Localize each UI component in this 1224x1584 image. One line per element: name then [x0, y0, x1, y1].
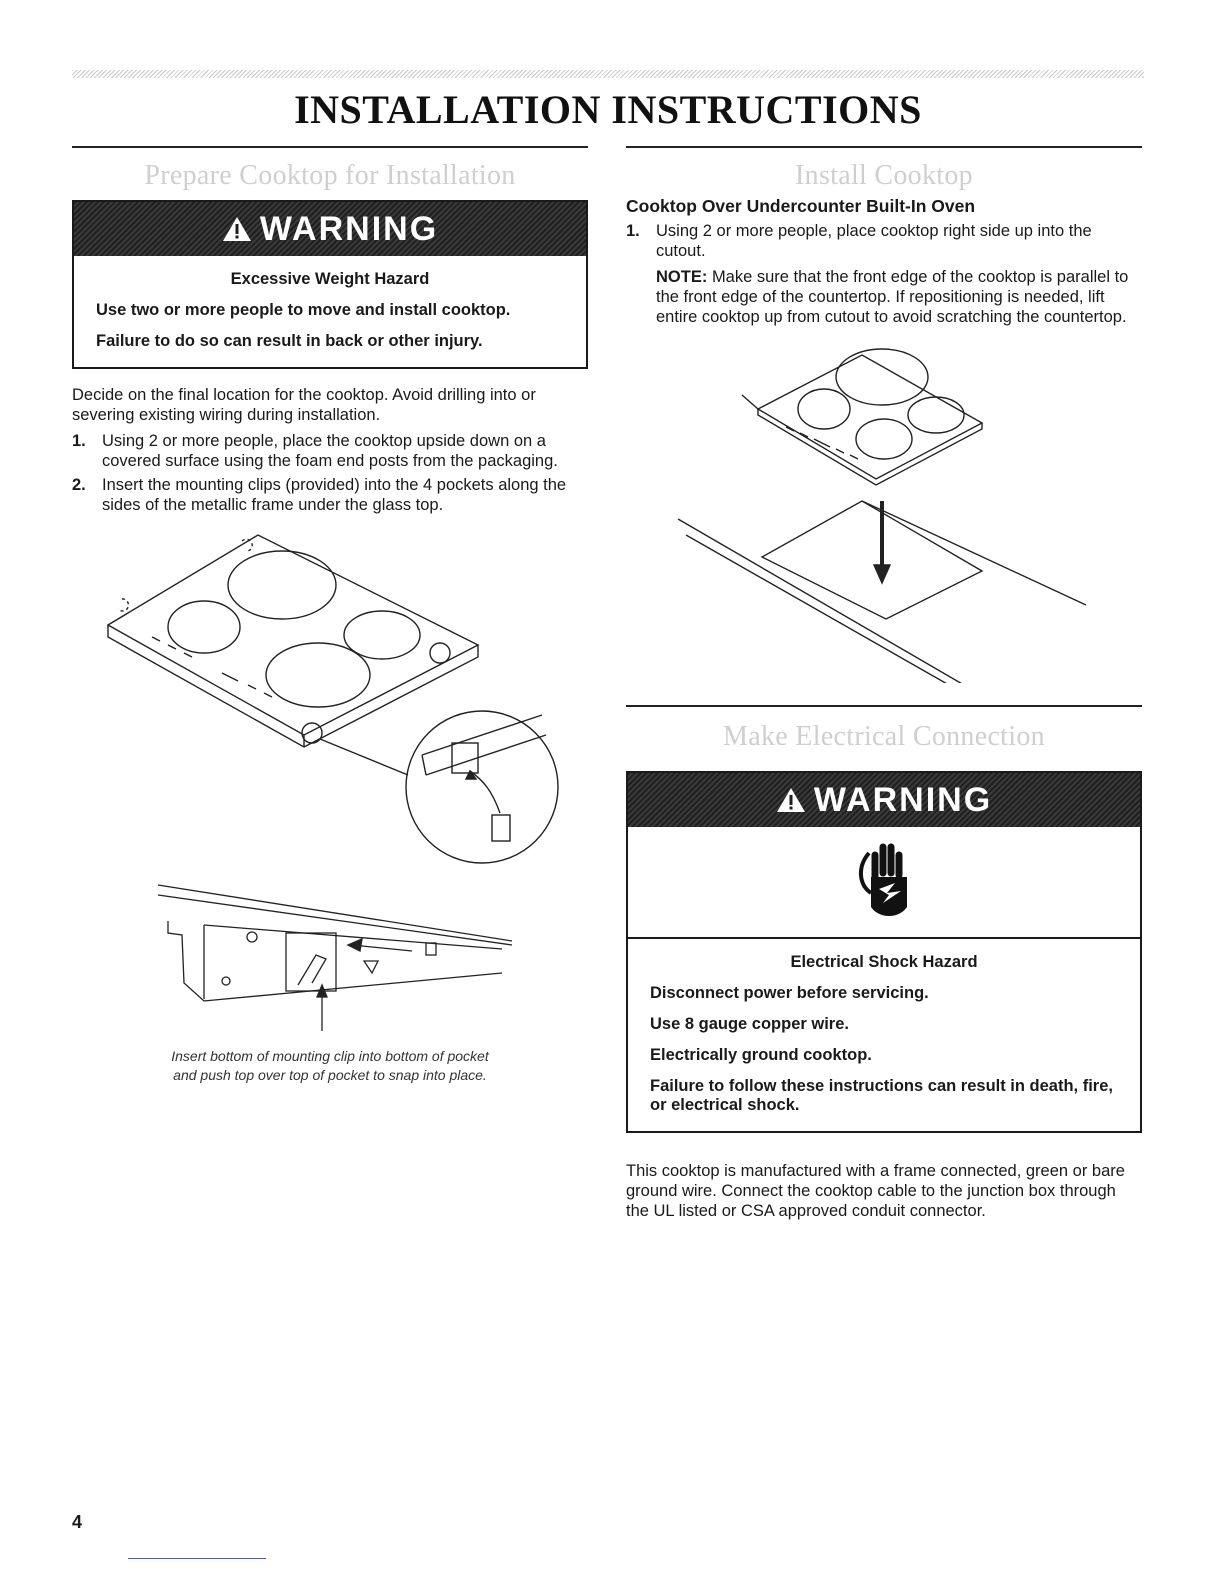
step-text: Insert the mounting clips (provided) into the 4 pockets along the sides of the metallic frame under the glass top. — [102, 476, 567, 514]
warning-body — [74, 256, 586, 367]
footer-line — [128, 1558, 266, 1559]
warning-title: WARNING — [813, 780, 993, 819]
cooktop-clip-illustration — [72, 529, 588, 879]
hazard-title: Excessive Weight Hazard — [230, 270, 430, 288]
warning-title: WARNING — [259, 209, 439, 248]
illustration-caption — [72, 1047, 588, 1085]
note-text: Make sure that the front edge of the cooktop is parallel to the front edge of the countertop. If repositioning is needed, lift entire cooktop up from cutout to avoid scratching the countertop. — [656, 268, 1129, 326]
shock-icon-area — [628, 827, 1140, 939]
warning-line: Failure to follow these instructions can result in death, fire, or electrical shock. — [650, 1077, 1113, 1114]
install-steps — [626, 221, 1142, 261]
weight-warning-box — [72, 200, 588, 369]
section-rule — [626, 146, 1142, 148]
warning-triangle-icon — [222, 215, 252, 243]
warning-line: Failure to do so can result in back or other injury. — [96, 332, 483, 350]
electric-shock-hand-icon — [849, 837, 919, 927]
install-note — [656, 267, 1142, 327]
warning-body — [628, 939, 1140, 1131]
warning-triangle-icon — [776, 786, 806, 814]
warning-line: Use two or more people to move and install cooktop. — [96, 301, 511, 319]
warning-header — [74, 202, 586, 256]
cooktop-cutout-illustration — [626, 333, 1142, 683]
step-number: 1. — [72, 432, 86, 450]
page-title: INSTALLATION INSTRUCTIONS — [294, 87, 922, 132]
hazard-title: Electrical Shock Hazard — [790, 953, 978, 971]
section-heading-electrical: Make Electrical Connection — [723, 721, 1045, 752]
warning-line: Electrically ground cooktop. — [650, 1046, 872, 1064]
step-text: Using 2 or more people, place cooktop right side up into the cutout. — [656, 222, 1092, 260]
step-item — [72, 475, 588, 515]
step-number: 1. — [626, 222, 640, 240]
step-number: 2. — [72, 476, 86, 494]
page-number: 4 — [72, 1512, 83, 1532]
caption-line: Insert bottom of mounting clip into bottom of pocket — [171, 1048, 489, 1064]
section-rule — [626, 705, 1142, 707]
left-column — [72, 146, 588, 1085]
clip-pocket-detail-illustration — [72, 881, 588, 1041]
top-decorative-bar — [72, 70, 1144, 78]
closing-paragraph: This cooktop is manufactured with a frame connected, green or bare ground wire. Connect the cooktop cable to the junction box through the UL listed or CSA approved conduit connector. — [626, 1162, 1125, 1220]
step-item — [626, 221, 1142, 261]
prepare-steps — [72, 431, 588, 515]
step-item — [72, 431, 588, 471]
intro-paragraph: Decide on the final location for the cooktop. Avoid drilling into or severing existing wiring during installation. — [72, 386, 536, 424]
install-subheading: Cooktop Over Undercounter Built-In Oven — [626, 196, 976, 216]
section-rule — [72, 146, 588, 148]
electrical-warning-box — [626, 771, 1142, 1133]
section-heading-prepare: Prepare Cooktop for Installation — [144, 160, 516, 191]
warning-header — [628, 773, 1140, 827]
warning-line: Disconnect power before servicing. — [650, 984, 929, 1002]
section-heading-install: Install Cooktop — [795, 160, 973, 191]
note-label: NOTE: — [656, 268, 708, 286]
caption-line: and push top over top of pocket to snap into place. — [173, 1067, 487, 1083]
step-text: Using 2 or more people, place the cooktop upside down on a covered surface using the foam end posts from the packaging. — [102, 432, 558, 470]
warning-line: Use 8 gauge copper wire. — [650, 1015, 849, 1033]
right-column — [626, 146, 1142, 1227]
